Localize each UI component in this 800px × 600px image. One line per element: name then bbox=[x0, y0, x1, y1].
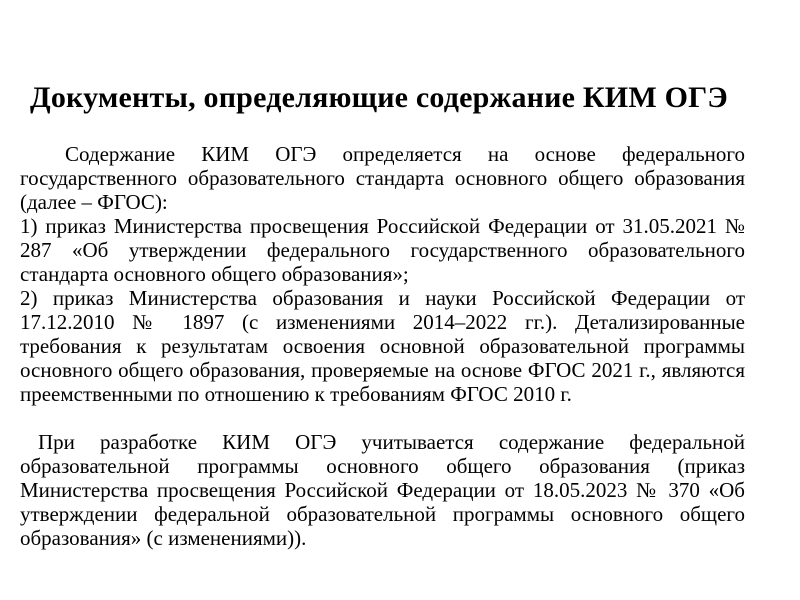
paragraph-development-note: При разработке КИМ ОГЭ учитывается содержание федеральной образовательной программы основного общего образования (приказ Министерства просвещения Российской Федерации от 18.05.2023 № 370 «Об утверждении федеральной образовательной программы основного общего образования» (с изменениями)). bbox=[20, 430, 745, 550]
list-item-order-287: 1) приказ Министерства просвещения Российской Федерации от 31.05.2021 № 287 «Об утверждении федерального государственного образовательного стандарта основного общего образования»; bbox=[20, 214, 745, 286]
list-item-order-1897: 2) приказ Министерства образования и науки Российской Федерации от 17.12.2010 № 1897 (с изменениями 2014–2022 гг.). Детализированные требования к результатам освоения основной образовательной программы основного общего образования, проверяемые на основе ФГОС 2021 г., являются преемственными по отношению к требованиям ФГОС 2010 г. bbox=[20, 286, 745, 406]
paragraph-intro: Содержание КИМ ОГЭ определяется на основе федерального государственного образовательного стандарта основного общего образования (далее – ФГОС): bbox=[20, 142, 745, 214]
slide-title: Документы, определяющие содержание КИМ ОГЭ bbox=[30, 81, 728, 114]
slide-body bbox=[20, 142, 745, 550]
